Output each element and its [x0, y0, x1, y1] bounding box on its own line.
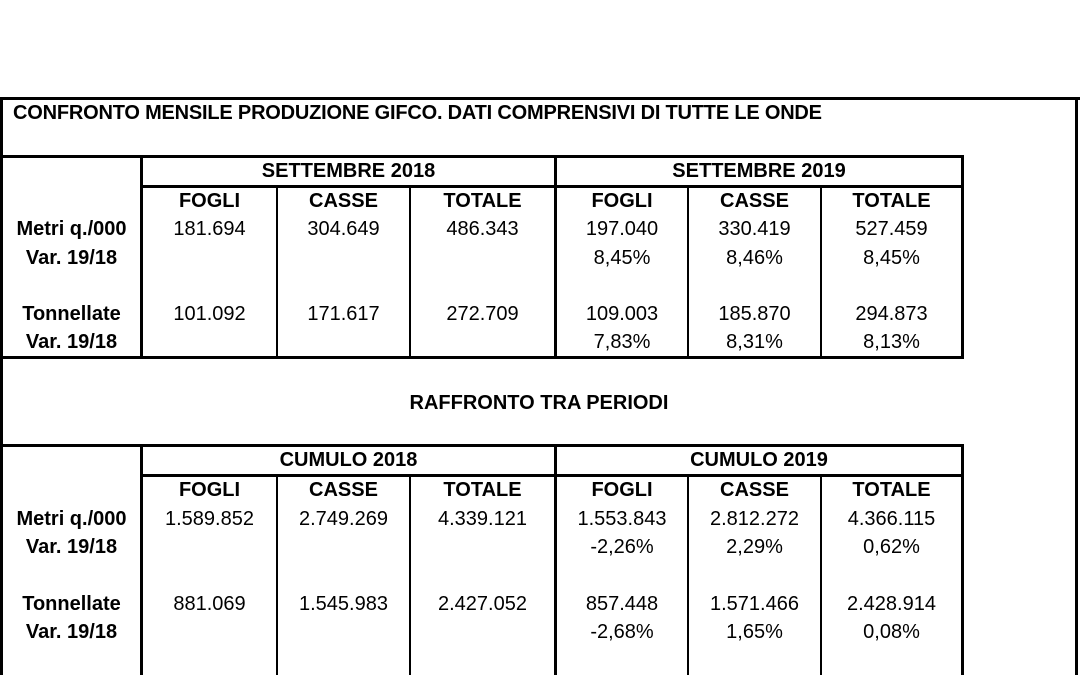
- report-title: CONFRONTO MENSILE PRODUZIONE GIFCO. DATI COMPRENSIVI DI TUTTE LE ONDE: [13, 102, 822, 124]
- monthly-cell: 304.649: [307, 218, 380, 240]
- cumulative-row-label-tonnellate: Tonnellate: [22, 593, 121, 615]
- cumulative-col-totale-2018: TOTALE: [443, 479, 522, 501]
- cumulative-cell: 4.366.115: [847, 508, 936, 530]
- cumulative-vline-4: [687, 475, 689, 675]
- monthly-cell: 109.003: [585, 303, 659, 325]
- cumulative-cell: 0,08%: [863, 621, 920, 643]
- monthly-cell: 330.419: [718, 218, 791, 240]
- cumulative-cell: 0,62%: [863, 536, 920, 558]
- cumulative-cell: 1.553.843: [577, 508, 667, 530]
- monthly-cell: 8,45%: [863, 247, 920, 269]
- monthly-cell: 527.459: [855, 218, 928, 240]
- monthly-cell: 486.343: [446, 218, 519, 240]
- monthly-row-label-tonnellate: Tonnellate: [22, 303, 121, 325]
- cumulative-vline-1: [276, 475, 278, 675]
- monthly-cell: 7,83%: [593, 331, 651, 353]
- monthly-cell: 8,13%: [863, 331, 920, 353]
- monthly-cell: 294.873: [855, 303, 928, 325]
- monthly-col-fogli-2018: FOGLI: [178, 190, 241, 212]
- monthly-vline-0: [140, 155, 143, 359]
- cumulative-top-line: [0, 444, 964, 447]
- monthly-top-line: [0, 155, 964, 158]
- cumulative-cell: 1,65%: [726, 621, 783, 643]
- monthly-cell: 8,46%: [726, 247, 783, 269]
- monthly-row-label-metri: Metri q./000: [16, 218, 127, 240]
- cumulative-col-totale-2019: TOTALE: [852, 479, 931, 501]
- cumulative-col-fogli-2018: FOGLI: [178, 479, 241, 501]
- monthly-header-line: [140, 185, 964, 188]
- cumulative-period-2018: CUMULO 2018: [279, 449, 418, 471]
- monthly-cell: 171.617: [307, 303, 380, 325]
- cumulative-vline-5: [820, 475, 822, 675]
- monthly-col-fogli-2019: FOGLI: [591, 190, 653, 212]
- cumulative-cell: 2.427.052: [438, 593, 527, 615]
- monthly-cell: 101.092: [173, 303, 246, 325]
- monthly-col-totale-2019: TOTALE: [852, 190, 931, 212]
- cumulative-row-label-var: Var. 19/18: [25, 621, 118, 643]
- cumulative-header-line: [140, 474, 964, 477]
- outer-left-border: [0, 97, 3, 675]
- cumulative-row-label-metri: Metri q./000: [16, 508, 127, 530]
- outer-top-border: [0, 97, 1080, 100]
- cumulative-cell: 2.749.269: [299, 508, 388, 530]
- monthly-cell: 181.694: [173, 218, 246, 240]
- monthly-cell: 185.870: [718, 303, 791, 325]
- cumulative-cell: 2.812.272: [710, 508, 799, 530]
- monthly-row-label-var: Var. 19/18: [25, 331, 118, 353]
- cumulative-cell: 857.448: [585, 593, 659, 615]
- cumulative-cell: 881.069: [173, 593, 246, 615]
- monthly-cell: 8,45%: [593, 247, 651, 269]
- monthly-period-2018: SETTEMBRE 2018: [261, 160, 436, 182]
- cumulative-cell: 2,29%: [726, 536, 783, 558]
- cumulative-col-casse-2018: CASSE: [309, 479, 378, 501]
- monthly-col-totale-2018: TOTALE: [443, 190, 522, 212]
- cumulative-cell: -2,26%: [590, 536, 654, 558]
- cumulative-cell: 2.428.914: [847, 593, 936, 615]
- monthly-vline-6: [961, 155, 964, 359]
- cumulative-period-2019: CUMULO 2019: [690, 449, 828, 471]
- cumulative-cell: -2,68%: [590, 621, 654, 643]
- cumulative-col-fogli-2019: FOGLI: [591, 479, 653, 501]
- monthly-col-casse-2018: CASSE: [309, 190, 378, 212]
- cumulative-vline-6: [961, 444, 964, 675]
- monthly-cell: 272.709: [446, 303, 519, 325]
- outer-right-border: [1075, 97, 1078, 675]
- cumulative-vline-2: [409, 475, 411, 675]
- cumulative-cell: 1.545.983: [299, 593, 388, 615]
- monthly-cell: 197.040: [585, 218, 659, 240]
- cumulative-row-label-var: Var. 19/18: [25, 536, 118, 558]
- monthly-row-label-var: Var. 19/18: [25, 247, 118, 269]
- cumulative-cell: 4.339.121: [438, 508, 527, 530]
- monthly-col-casse-2019: CASSE: [720, 190, 789, 212]
- cumulative-col-casse-2019: CASSE: [720, 479, 789, 501]
- monthly-cell: 8,31%: [726, 331, 783, 353]
- monthly-period-2019: SETTEMBRE 2019: [672, 160, 846, 182]
- cumulative-cell: 1.589.852: [165, 508, 254, 530]
- cumulative-cell: 1.571.466: [710, 593, 799, 615]
- section-title-raffronto: RAFFRONTO TRA PERIODI: [409, 392, 669, 414]
